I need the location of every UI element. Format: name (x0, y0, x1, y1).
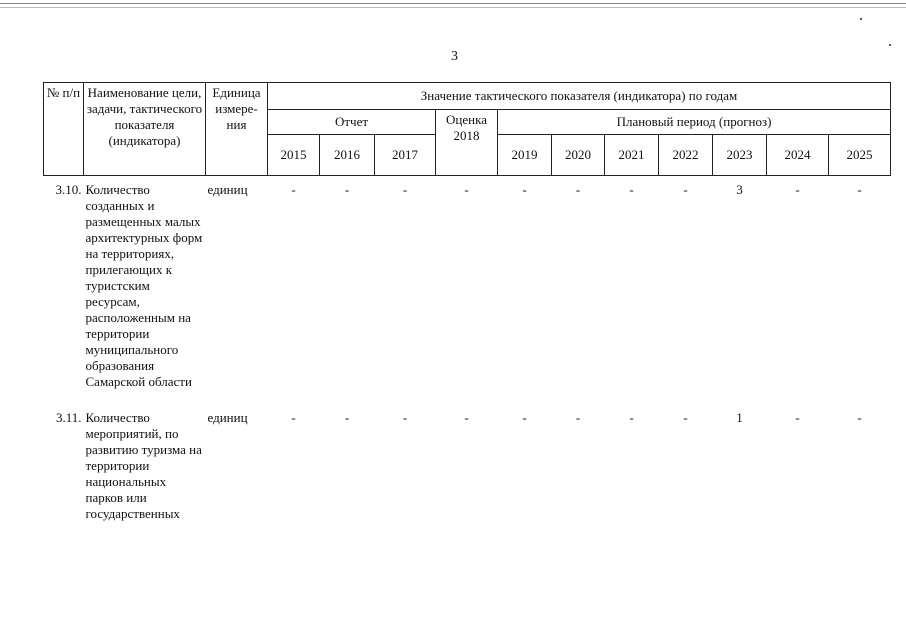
value-cell: - (522, 410, 527, 425)
unit-cell: единиц (207, 182, 248, 197)
header-name: Наименование цели, задачи, тактического показателя (индикатора) (84, 83, 206, 176)
top-rule (0, 3, 906, 4)
top-rule-secondary (0, 7, 906, 8)
header-year: 2021 (605, 135, 659, 176)
indicators-table (43, 82, 891, 536)
header-year: 2022 (659, 135, 713, 176)
table-row (44, 176, 891, 405)
header-num: № п/п (44, 83, 84, 176)
header-values-title: Значение тактического показателя (индикатора) по годам (268, 83, 891, 110)
header-year: 2025 (829, 135, 891, 176)
value-cell: - (402, 182, 408, 197)
value-cell: - (683, 410, 688, 425)
value-cell: - (522, 182, 527, 197)
header-year: 2023 (713, 135, 767, 176)
row-number: 3.10. (55, 182, 82, 197)
header-plan: Плановый период (прогноз) (498, 110, 891, 135)
value-cell: - (344, 410, 350, 425)
value-cell: - (291, 182, 296, 197)
header-estimate: Оценка 2018 (436, 110, 498, 176)
value-cell: - (795, 182, 800, 197)
value-cell: - (464, 410, 469, 425)
row-number: 3.11. (55, 410, 82, 425)
value-cell: - (402, 410, 408, 425)
header-year: 2015 (268, 135, 320, 176)
header-year: 2024 (767, 135, 829, 176)
value-cell: - (344, 182, 350, 197)
indicator-name: Количество созданных и размещенных малых архитектурных форм на территориях, прилегающих к туристским ресурсам, расположенным на территории муниципального образования Самарской области (85, 182, 203, 389)
table-row (44, 404, 891, 536)
header-unit: Единица измере-ния (206, 83, 268, 176)
indicator-name: Количество мероприятий, по развитию туризма на территории национальных парков или государственных (85, 410, 202, 521)
value-cell: - (575, 410, 581, 425)
value-cell: - (857, 410, 862, 425)
header-year: 2016 (320, 135, 375, 176)
header-report: Отчет (268, 110, 436, 135)
value-cell: - (857, 182, 862, 197)
value-cell: - (464, 182, 469, 197)
value-cell: - (795, 410, 800, 425)
value-cell: - (291, 410, 296, 425)
header-year: 2020 (552, 135, 605, 176)
page-number: 3 (451, 49, 458, 64)
value-cell: - (683, 182, 688, 197)
header-year: 2019 (498, 135, 552, 176)
header-year: 2017 (375, 135, 436, 176)
scan-speck (889, 44, 891, 46)
scan-speck (860, 18, 862, 20)
value-cell: - (629, 410, 634, 425)
value-cell: 1 (736, 410, 743, 425)
value-cell: - (629, 182, 634, 197)
value-cell: - (575, 182, 581, 197)
unit-cell: единиц (207, 410, 248, 425)
value-cell: 3 (736, 182, 743, 197)
